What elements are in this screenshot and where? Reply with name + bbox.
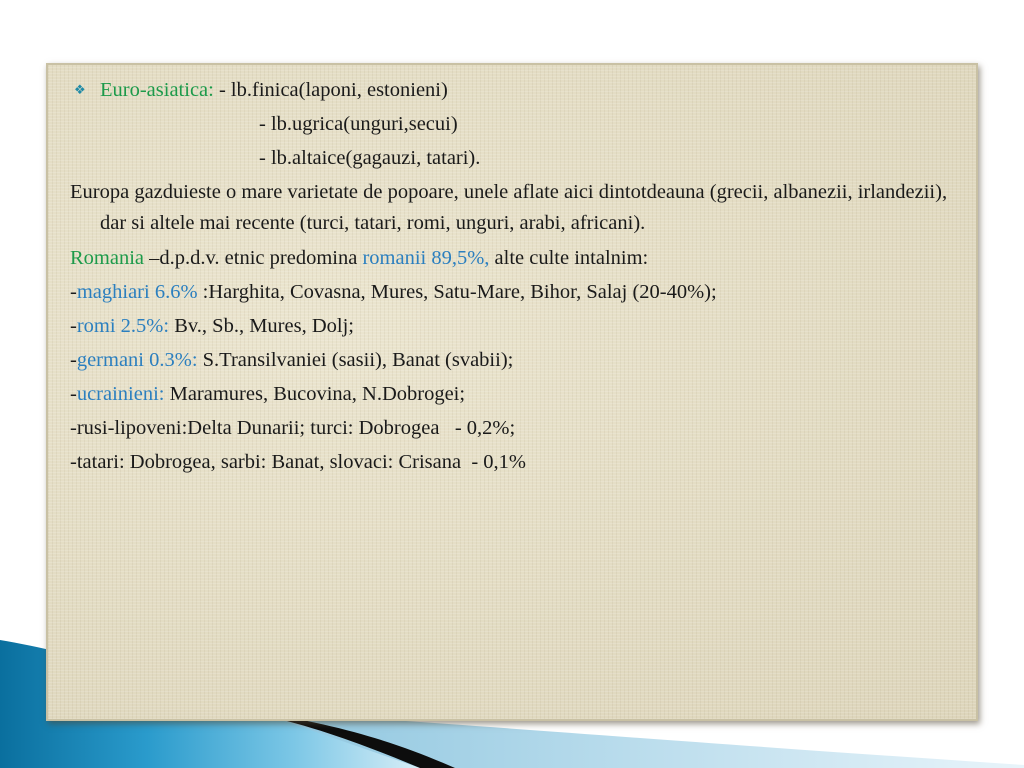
maghiari-line — [70, 275, 958, 309]
diamond-bullet-icon: ❖ — [74, 82, 86, 97]
romania-line — [70, 241, 958, 275]
romi-dash: - — [70, 315, 77, 337]
maghiari-text: :Harghita, Covasna, Mures, Satu-Mare, Bihor, Salaj (20-40%); — [197, 281, 717, 303]
romi-line — [70, 309, 958, 343]
germani-dash: - — [70, 349, 77, 371]
romi-text: Bv., Sb., Mures, Dolj; — [169, 315, 354, 337]
germani-line — [70, 343, 958, 377]
tatari-line: -tatari: Dobrogea, sarbi: Banat, slovaci: Crisana - 0,1% — [70, 451, 526, 473]
ucrainieni-text: Maramures, Bucovina, N.Dobrogei; — [164, 383, 466, 405]
romi-label: romi 2.5%: — [76, 315, 170, 337]
romanii-highlight: romanii 89,5%, — [362, 247, 490, 269]
finica-text: - lb.finica(laponi, estonieni) — [213, 79, 448, 101]
content-panel — [46, 63, 978, 721]
rusi-line: -rusi-lipoveni:Delta Dunarii; turci: Dobrogea - 0,2%; — [70, 417, 516, 439]
germani-text: S.Transilvaniei (sasii), Banat (svabii); — [197, 349, 514, 371]
romania-text-end: alte culte intalnim: — [489, 247, 649, 269]
ucrainieni-dash: - — [70, 383, 77, 405]
ucrainieni-label: ucrainieni: — [76, 383, 165, 405]
romania-label: Romania — [70, 247, 145, 269]
maghiari-label: maghiari 6.6% — [76, 281, 198, 303]
altaice-line: - lb.altaice(gagauzi, tatari). — [259, 147, 481, 169]
ucrainieni-line — [70, 377, 958, 411]
euro-asiatica-label: Euro-asiatica: — [100, 79, 214, 101]
euro-asiatica-line — [70, 73, 958, 107]
europa-paragraph: Europa gazduieste o mare varietate de popoare, unele aflate aici dintotdeauna (grecii, albanezii, irlandezii), dar si altele mai recente (turci, tatari, romi, unguri, arabi, africani). — [70, 181, 948, 234]
romania-text: –d.p.d.v. etnic predomina — [144, 247, 363, 269]
maghiari-dash: - — [70, 281, 77, 303]
germani-label: germani 0.3%: — [76, 349, 198, 371]
ugrica-line: - lb.ugrica(unguri,secui) — [259, 113, 458, 135]
